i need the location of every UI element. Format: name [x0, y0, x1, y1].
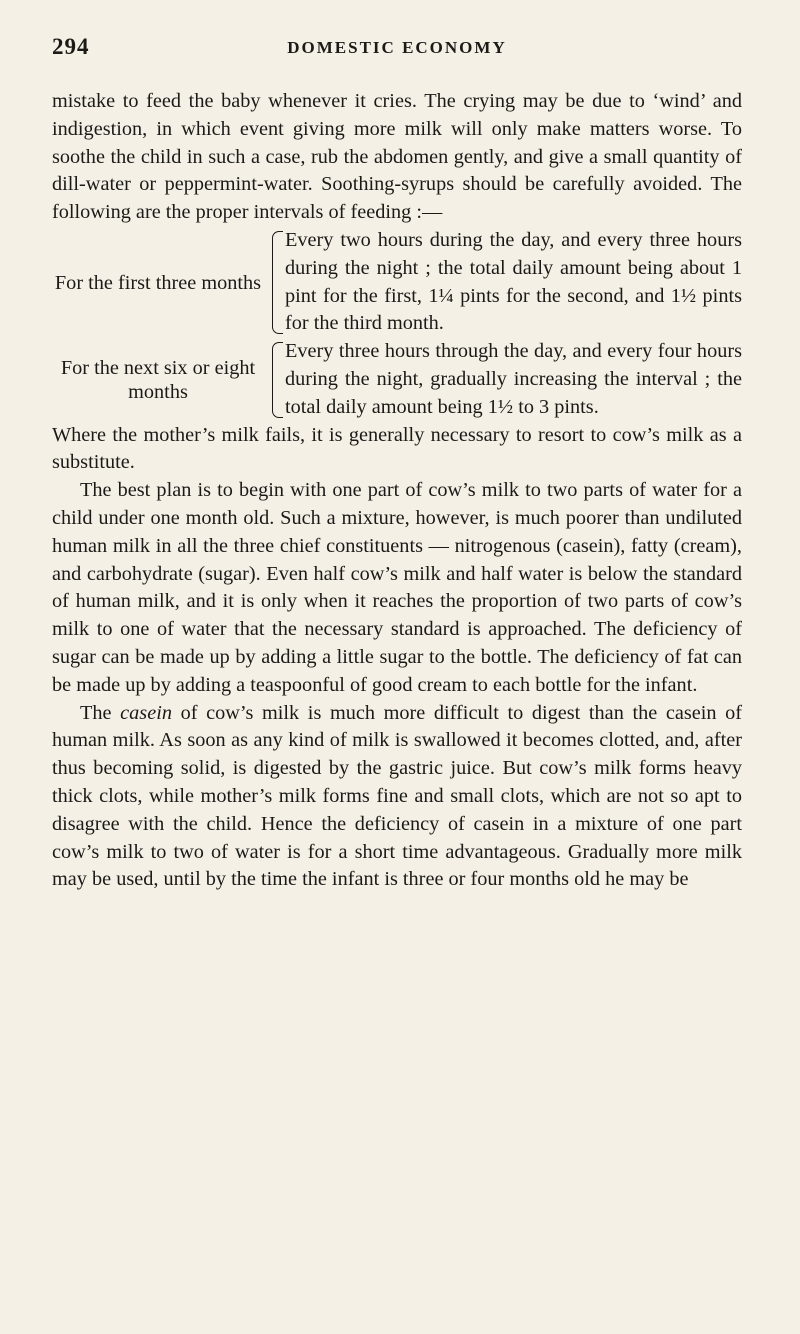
casein-paragraph: [52, 700, 742, 895]
page-number: 294: [52, 34, 90, 59]
brace-mark: [272, 342, 283, 417]
running-head: DOMESTIC ECONOMY: [287, 38, 507, 57]
casein-rest: of cow’s milk is much more difficult to digest than the casein of human milk. As soon as any kind of milk is swallowed it becomes clotted, and, after thus becoming solid, is digested by the gastric juice. But cow’s milk forms heavy thick clots, while mother’s milk forms fine and small clots, which are not so apt to disagree with the child. Hence the deficiency of casein in a mixture of one part cow’s milk to two of water is for a short time advantageous. Gradually more milk may be used, until by the time the infant is three or four months old he may be: [52, 701, 743, 891]
best-plan-paragraph: The best plan is to begin with one part of cow’s milk to two parts of water for a child under one month old. Such a mixture, however, is much poorer than undiluted human milk in all the three chief constituents — nitrogenous (casein), fatty (cream), and carbohydrate (sugar). Even half cow’s milk and half water is below the standard of human milk, and it is only when it reaches the proportion of two parts of cow’s milk to one of water that the necessary standard is approached. The deficiency of sugar can be made up by adding a little sugar to the bottle. The deficiency of fat can be made up by adding a teaspoonful of good cream to each bottle for the infant.: [52, 479, 742, 696]
feeding-period-label: For the first three months: [54, 271, 262, 294]
feeding-period-label: For the next six or eight months: [60, 356, 256, 403]
feeding-row-first-three-months: [52, 227, 742, 338]
feeding-period-detail: Every two hours during the day, and every three hours during the night ; the total daily amount being about 1 pint for the first, 1¼ pints for the second, and 1½ pints for the third month.: [285, 228, 742, 335]
feeding-period-detail: Every three hours through the day, and every four hours during the night, gradually increasing the interval ; the total daily amount being 1½ to 3 pints.: [285, 340, 742, 418]
casein-term: casein: [120, 701, 172, 724]
brace-mark: [272, 231, 283, 334]
page-header: [52, 28, 742, 68]
feeding-intervals-table: [52, 227, 742, 422]
feeding-row-next-six-or-eight-months: [52, 338, 742, 421]
casein-lead: The: [80, 701, 121, 724]
intro-paragraph: mistake to feed the baby whenever it cries. The crying may be due to ‘wind’ and indigestion, in which event giving more milk will only make matters worse. To soothe the child in such a case, rub the abdomen gently, and give a small quantity of dill-water or peppermint-water. Soothing-syrups should be carefully avoided. The following are the proper intervals of feeding :—: [52, 90, 742, 224]
body-text: [52, 88, 742, 894]
mother-milk-paragraph: Where the mother’s milk fails, it is generally necessary to resort to cow’s milk as a substitute.: [52, 423, 742, 474]
